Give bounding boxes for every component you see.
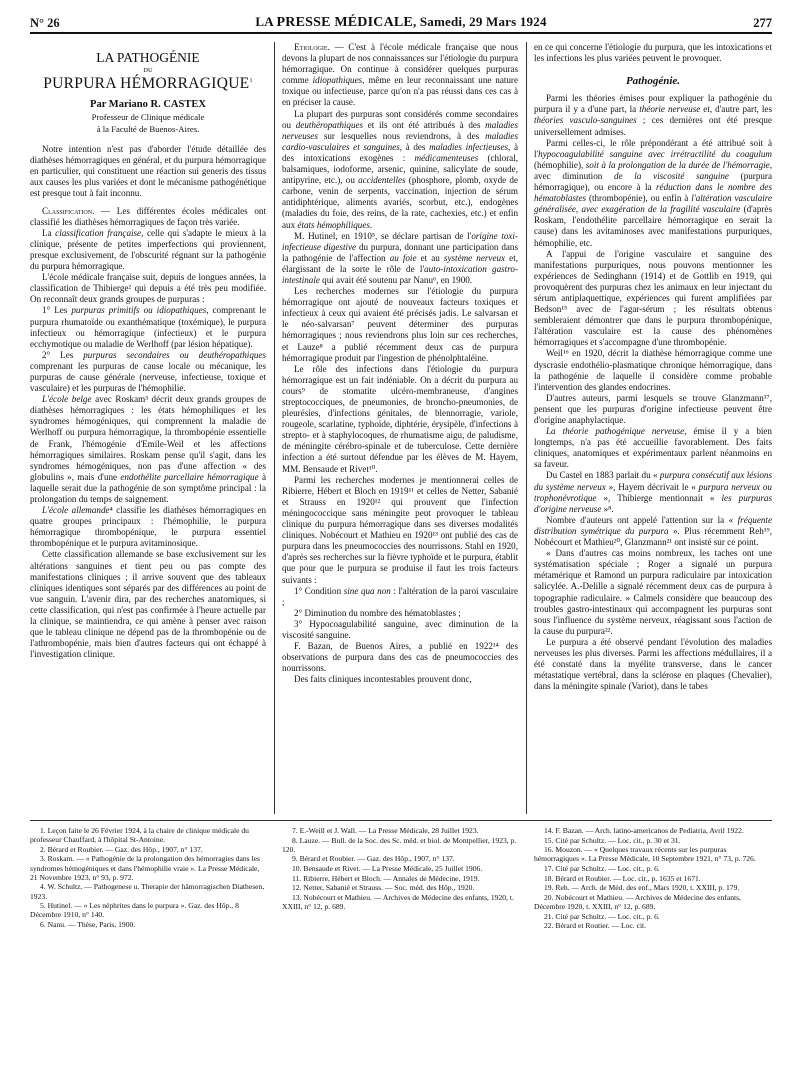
paragraph: « Dans d'autres cas moins nombreux, les taches ont une systématisation spéciale ; Roger a signalé un purpura métamérique et Ramond un purpura radiculaire par intoxication salicylée. A.-Delille a signalé récemment deux cas de purpura à topographie radiculaire. » Calmels considère que beaucoup des troubles gastro-intestinaux qui accompagnent les purpuras sont sous l'influence du système nerveux, réagissant sous l'action de la cause du purpura²². bbox=[534, 548, 772, 636]
section-title: Pathogénie. bbox=[625, 75, 681, 88]
paragraph: 1° Les purpuras primitifs ou idiopathiques, comprenant le purpura rhumatoïde ou exanthématique (toxémique), le purpura infectieux ou hémorragique (infectieux) et le purpura ecchymotique ou maladie de Werlhoff (par lésion hépatique). bbox=[30, 305, 266, 349]
paragraph: Etiologie. — C'est à l'école médicale française que nous devons la plupart de nos connaissances sur l'étiologie du purpura hémorragique. On continue à considérer quelques purpuras comme idiopathiques, même en leur reconnaissant une nature toxique ou infectieuse, parce qu'on n'a pas réussi dans ces cas à en préciser la cause. bbox=[282, 42, 518, 108]
journal-name: PRESSE MÉDICALE bbox=[276, 15, 413, 30]
column-1 bbox=[30, 42, 266, 660]
author-affiliation-1: Professeur de Clinique médicale bbox=[91, 112, 205, 123]
column-3 bbox=[534, 42, 772, 692]
footnote: 6. Nanu. — Thèse, Paris, 1900. bbox=[40, 919, 136, 929]
footnote: 16. Mouzon. — « Quelques travaux récents sur les purpuras hémorragiques ». La Presse Médicale, 10 Septembre 1921, n° 73, p. 726. bbox=[534, 845, 756, 864]
paragraph: D'autres auteurs, parmi lesquels se trouve Glanzmann¹⁷, pensent que les purpuras d'origine infectieuse peuvent être d'origine anaphylactique. bbox=[534, 392, 772, 425]
footnotes-column-3 bbox=[534, 826, 772, 931]
footnote: 4. W. Schultz. — Pathogenese u. Therapie der hämorragischen Diathesen, 1923. bbox=[30, 882, 265, 901]
footnote: 3. Roskam. — « Pathogénie de la prolongation des hémorragies dans les syndromes hémogéniques et dans l'hémophilie vraie ». La Presse Médicale, 21 Novembre 1923, n° 93, p. 972. bbox=[30, 854, 260, 882]
footnote: 11. Ribierre, Hébert et Bloch. — Annales de Médecine, 1919. bbox=[292, 873, 480, 883]
paragraph: en ce qui concerne l'étiologie du purpura, que les intoxications et les infections les plus variées peuvent le provoquer. bbox=[534, 42, 772, 64]
page-number: 277 bbox=[753, 16, 772, 30]
paragraph: 2° Les purpuras secondaires ou deuthéropathiques comprenant les purpuras de cause locale ou mécanique, les purpuras de cause générale (nerveuse, infectieuse, toxique et vasculaire) et les purpuras de l'hémophilie. bbox=[30, 349, 266, 394]
article-title-block bbox=[30, 50, 266, 134]
paragraph: L'école belge avec Roskam³ décrit deux grands groupes de diathèses hémorragiques : les états hémophiliques et les syndromes hémogéniques, qui comprennent la maladie de Werlhoff ou purpura hémorragique, la thrombopénie essentielle de Frank, l'hémogénie d'Emile-Weil et les affections hémorragiques similaires. Roskam pense qu'il s'agit, dans les syndromes hémogéniques, non pas d'une affection « des globulins », mais d'une endothélite parcellaire hémorragique à laquelle serait due la pathogénie de son symptôme principal : la prolongation du temps de saignement. bbox=[30, 394, 266, 504]
issue-number: N° 26 bbox=[30, 16, 60, 30]
footnote: 10. Bensaude et Rivet. — La Presse Médicale, 25 Juillet 1906. bbox=[292, 863, 483, 873]
paragraph: Parmi celles-ci, le rôle prépondérant a été attribué soit à l'hypocoagulabilité sanguine avec irrétractilité du coagulum (hémophilie), soit à la prolongation de la durée de l'hémorragie, avec diminution de la viscosité sanguine (purpura hémorragique), ou encore à la réduction dans le nombre des hématoblastes (thrombopénie), ou enfin à l'altération vasculaire généralisée, avec exagération de la fragilité vasculaire (d'après Roskam, l'endothélite parcellaire hémorragique en serait la cause) dans les avitaminoses avec manifestations purpuriques, hémophilie, etc. bbox=[534, 137, 773, 248]
article-title-line2: PURPURA HÉMORRAGIQUE$^1$ bbox=[43, 75, 253, 92]
paragraph: Weil¹⁶ en 1920, décrit la diathèse hémorragique comme une dyscrasie endothélio-plasmatique chronique hémorragique, dans la pathogénie de laquelle il considère comme probable l'intervention des glandes endocrines. bbox=[534, 348, 772, 392]
paragraph: Nombre d'auteurs ont appelé l'attention sur la « fréquente distribution symétrique du purpura ». Plus récemment Reh¹⁹, Nobécourt et Mathieu²⁰, Glanzmann²¹ ont insisté sur ce point. bbox=[534, 514, 773, 548]
paragraph: Le rôle des infections dans l'étiologie du purpura hémorragique est un fait indéniable. On a décrit du purpura au cours⁹ de stomatite ulcéro-membraneuse, d'angines streptococciques, de pneumonies, de broncho-pneumonies, de pleurésies, d'infections génitales, de blennorragie, variole, rougeole, scarlatine, typhoïde, diphtérie, érysipèle, d'infections à strepto- et à staphylocoques, de rhumatisme aigu, de paludisme, de méningite cérébro-spinale et de tuberculose. Cette dernière infection a été surtout défendue par les élèves de M. Hayem, MM. Bensaude et Rivet¹⁰. bbox=[282, 363, 518, 474]
paragraph: L'école allemande⁴ classifie les diathèses hémorragiques en quatre groupes principaux : l'hémophilie, le purpura hémorragique thrombopénique, le purpura essentiel thrombopénique et le purpura avitaminosique. bbox=[30, 505, 267, 549]
footnote: 21. Cité par Schultz. — Loc. cit., p. 6. bbox=[544, 911, 660, 921]
paragraph: F. Bazan, de Buenos Aires, a publié en 1922¹⁴ des observations de purpura dans des cas de pneumococcies des nourrissons. bbox=[282, 641, 518, 674]
paragraph: Parmi les recherches modernes je mentionnerai celles de Ribierre, Hébert et Bloch en 1919¹¹ et celles de Netter, Sabanié et Strauss en 1920¹² qui prouvent que l'infection méningococcique sans méningite peut provoquer le tableau clinique du purpura hémorragique dans ses diverses modalités cliniques. Nobécourt et Mathieu en 1920¹³ ont publié des cas de purpura dans les pneumococcies des nourrissons. Stahl en 1920, d'après ses recherches sur la fièvre typhoïde et le purpura, établit que pour que le purpura se produise il faut les trois facteurs suivants : bbox=[282, 474, 518, 585]
paragraph: La plupart des purpuras sont considérés comme secondaires ou deuthéropathiques et ils ont été attribués à des maladies nerveuses sur lesquelles nous reviendrons, à des maladies cardio-vasculaires et sanguines, à des maladies infectieuses, à des intoxications exogènes : médicamenteuses (chloral, balsamiques, iodoforme, arsenic, quinine, salicylate de soude, antipyrine, etc.), ou accidentelles (phosphore, plomb, oxyde de carbone, venin de serpents, vaccination, injection de sérum antidiphtérique, aliments avariés, scorbut, etc.), endogènes (maladies du foie, des reins, de la rate, cachexies, etc.) et enfin aux états hémophiliques. bbox=[282, 108, 519, 230]
paragraph: 2° Diminution du nombre des hématoblastes ; bbox=[294, 607, 461, 618]
journal-title bbox=[30, 14, 772, 31]
paragraph: M. Hutinel, en 1910⁵, se déclare partisan de l'origine toxi-infectieuse digestive du purpura, donnant une participation dans la pathogénie de l'affection au foie et au système nerveux et, élargissant de la sorte le rôle de l'auto-intoxication gastro-intestinale qui avait été soutenu par Nanu⁶, en 1900. bbox=[282, 230, 518, 285]
paragraph: Cette classification allemande se base exclusivement sur les altérations sanguines et tient peu ou pas compte des manifestations cliniques ; il arrive souvent que des tableaux cliniques identiques sont séparés par des différences au point de vue sanguin. L'avenir dira, par des recherches anatomiques, si cette classification, qui n'est pas confirmée à l'heure actuelle par la clinique, se maintiendra, ce qui amène à penser avec raison que le tableau clinique ne dépend pas de la thrombopénie ou de l'athrombopénie, mais bien d'autres facteurs qui ont échappé à l'investigation clinique. bbox=[30, 549, 266, 660]
paragraph: La théorie pathogénique nerveuse, émise il y a bien longtemps, n'a pas été accueillie favorablement. Des faits cliniques, anatomiques et expérimentaux parlent néanmoins en sa faveur. bbox=[534, 426, 772, 470]
journal-prefix: LA bbox=[255, 14, 277, 29]
footnote: 17. Cité par Schultz. — Loc. cit., p. 6. bbox=[544, 863, 660, 873]
footnote: 22. Bérard et Routier. — Loc. cit. bbox=[544, 921, 647, 931]
paragraph: Le purpura a été observé pendant l'évolution des maladies nerveuses les plus diverses. Parmi les affections médullaires, il a été constaté dans la myélite transverse, dans le cancer métastatique vertébral, dans la sclérose en plaques (Chevalier), dans la méningite spinale (Variot), dans le tabes bbox=[534, 636, 772, 692]
footnote: 14. F. Bazan. — Arch. latino-americanos de Pediatria, Avril 1922. bbox=[544, 826, 744, 835]
footnote: 2. Bérard et Roubier. — Gaz. des Hôp., 1907, n° 137. bbox=[40, 844, 203, 854]
paragraph: Notre intention n'est pas d'aborder l'étude détaillée des diathèses hémorragiques en général, et du purpura hémorragique en particulier, qui constituent une réaction sui generis des tissus aux causes les plus variées et dont le mécanisme pathogénétique est presque tout à fait inconnu. bbox=[30, 144, 266, 199]
column-rule bbox=[526, 42, 527, 814]
footnote: 7. E.-Weill et J. Wall. — La Presse Médicale, 28 Juillet 1923. bbox=[292, 826, 479, 835]
footnotes-column-2 bbox=[282, 826, 518, 912]
footnotes-column-1 bbox=[30, 826, 266, 930]
footnote: 13. Nobécourt et Mathieu. — Archives de Médecine des enfants, 1920, t. XXIII, n° 12, p. 689. bbox=[282, 892, 514, 911]
paragraph: Les recherches modernes sur l'étiologie du purpura hémorragique ont ajouté de nouveaux facteurs toxiques et infectieux à ceux qui avaient été précisés jadis. Le salvarsan et le néo-salvarsan⁷ peuvent déterminer des purpuras hémorragiques ; nous reviendrons plus loin sur ces recherches, et Lauze⁸ a publié récemment deux cas de purpura hémorragique produit par l'ingestion de phénolphtaléine. bbox=[282, 286, 518, 363]
author-affiliation-2: à la Faculté de Buenos-Aires. bbox=[96, 124, 200, 135]
paragraph: 1° Condition sine qua non : l'altération de la paroi vasculaire ; bbox=[282, 585, 518, 607]
paragraph: Parmi les théories émises pour expliquer la pathogénie du purpura il y a d'une part, la théorie nerveuse et, d'autre part, les théories vasculo-sanguines ; ces dernières ont été presque universellement admises. bbox=[534, 93, 772, 137]
footnote: 5. Hutinel. — « Les néphrites dans le purpura ». Gaz. des Hôp., 8 Décembre 1910, n° 140. bbox=[30, 901, 239, 920]
footnote: 18. Bérard et Roubier. — Loc. cit., p. 1635 et 1671. bbox=[544, 873, 701, 883]
paragraph: La classification française, celle qui s'adapte le mieux à la clinique, présente de petites imperfections qui proviennent, presque exclusivement, de l'obscurité régnant sur la pathogénie du purpura hémorragique. bbox=[30, 227, 266, 272]
footnote: 12. Netter, Sabanié et Strauss. — Soc. méd. des Hôp., 1920. bbox=[292, 883, 475, 893]
article-byline: Par Mariano R. CASTEX bbox=[90, 99, 206, 110]
column-2 bbox=[282, 42, 518, 685]
paragraph: A l'appui de l'origine vasculaire et sanguine des manifestations purpuriques, nous pouvons mentionner les expériences de Sedinghann (1914) et de Gottlib en 1919, qui provoquèrent des purpuras chez les animaux en leur injectant du sérum antiplaquettique, expériences qui furent amplifiées par Bedson¹⁵ avec de l'agar-sérum ; les résultats obtenus sembleraient démontrer que dans le purpura thrombopénique, l'altération vasculaire est la cause des phénomènes hémorragiques et s'accompagne d'une thrombopénie. bbox=[534, 248, 772, 348]
article-title-du: DU bbox=[143, 67, 153, 74]
article-title-line1: LA PATHOGÉNIE bbox=[96, 50, 200, 65]
footnote-rule bbox=[30, 820, 772, 821]
page-header bbox=[30, 10, 772, 34]
footnote: 15. Cité par Schultz. — Loc. cit., p. 30 et 31. bbox=[544, 835, 681, 845]
paragraph: L'école médicale française suit, depuis de longues années, la classification de Thibierge² qui depuis a été très peu modifiée. On reconnaît deux grands groupes de purpuras : bbox=[30, 272, 266, 305]
footnote: 9. Bérard et Roubier. — Gaz. des Hôp., 1907, n° 137. bbox=[292, 854, 455, 864]
paragraph: Classification. — Les différentes écoles médicales ont classifié les diathèses hémorragiques de façon très variée. bbox=[30, 205, 266, 227]
footnote: 8. Lauze. — Bull. de la Soc. des Sc. méd. et biol. de Montpellier, 1923, p. 120. bbox=[282, 835, 517, 854]
footnote: 20. Nobécourt et Mathieu. — Archives de Médecine des enfants, Décembre 1920, t. XXIII, n° 12, p. 689. bbox=[534, 892, 741, 911]
paragraph: Des faits cliniques incontestables prouvent donc, bbox=[294, 674, 472, 685]
paragraph: 3° Hypocoagulabilité sanguine, avec diminution de la viscosité sanguine. bbox=[282, 618, 518, 640]
paragraph: Du Castel en 1883 parlait du « purpura consécutif aux lésions du système nerveux », Hayem décrivait le « purpura nerveux ou trophonévrotique », Thibierge mentionnait « les purpuras d'origine nerveuse »⁸. bbox=[534, 470, 772, 514]
column-rule bbox=[274, 42, 275, 814]
footnote: 19. Reh. — Arch. de Méd. des enf., Mars 1920, t. XXIII, p. 179. bbox=[544, 883, 740, 893]
footnote: 1. Leçon faite le 26 Février 1924, à la chaire de clinique médicale du professeur Chauffard, à l'hôpital St-Antoine. bbox=[30, 826, 249, 845]
issue-date: , Samedi, 29 Mars 1924 bbox=[412, 14, 547, 29]
